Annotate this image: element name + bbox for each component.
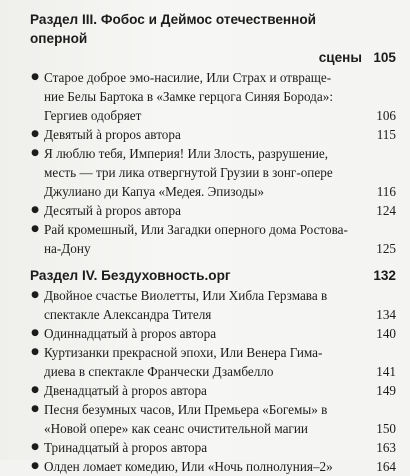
- entry-page-number: 125: [376, 241, 396, 256]
- entry-line: Песня безумных часов, Или Премьера «Богемы» в: [44, 402, 328, 417]
- bullet-icon: ●: [31, 347, 39, 357]
- toc-entry[interactable]: [30, 400, 396, 438]
- toc-entry[interactable]: [30, 220, 396, 258]
- toc-entry[interactable]: [30, 438, 396, 457]
- bullet-icon: ●: [31, 290, 39, 300]
- bullet-icon: ●: [31, 461, 39, 471]
- entry-line: «Новой опере» как сеанс очистительной магии: [44, 421, 308, 436]
- entry-line: Одиннадцатый à propos автора: [44, 326, 217, 341]
- bullet-icon: ●: [31, 148, 39, 158]
- bullet-icon: ●: [31, 224, 39, 234]
- toc-entry[interactable]: [30, 68, 396, 125]
- entry-page-number: 140: [376, 326, 396, 341]
- section-title-line2: сцены: [318, 50, 362, 65]
- entry-page-number: 115: [376, 127, 396, 142]
- section-3: [30, 10, 396, 258]
- toc-entry[interactable]: [30, 286, 396, 324]
- entry-line: ние Белы Бартока в «Замке герцога Синяя Борода»:: [44, 89, 333, 104]
- bullet-icon: ●: [31, 404, 39, 414]
- toc-entry[interactable]: [30, 381, 396, 400]
- entry-line: Двенадцатый à propos автора: [44, 383, 207, 398]
- entry-page-number: 116: [376, 184, 396, 199]
- section-title-line1: Раздел IV. Бездуховность.орг: [30, 268, 231, 283]
- entry-line: спектакле Александра Тителя: [44, 307, 212, 322]
- entry-line: Куртизанки прекрасной эпохи, Или Венера Гима-: [44, 345, 323, 360]
- entry-line: Старое доброе эмо-насилие, Или Страх и отвраще-: [44, 70, 332, 85]
- entry-line: диева в спектакле Франчески Дзамбелло: [44, 364, 274, 379]
- section-page-number: 132: [373, 268, 396, 283]
- section-4: [30, 266, 396, 476]
- section-page-number: 105: [373, 50, 396, 65]
- entry-line: Джулиано ди Капуа «Медея. Эпизоды»: [44, 184, 264, 199]
- entry-page-number: 164: [376, 459, 396, 474]
- entry-page-number: 134: [376, 307, 396, 322]
- entry-line: месть — три лика отвергнутой Грузии в зонг-опере: [44, 165, 333, 180]
- toc-entry[interactable]: [30, 144, 396, 201]
- bullet-icon: ●: [31, 328, 39, 338]
- bullet-icon: ●: [31, 385, 39, 395]
- entry-line: Я люблю тебя, Империя! Или Злость, разрушение,: [44, 146, 329, 161]
- entry-line: Рай кромешный, Или Загадки оперного дома Ростова-на-Дону: [44, 222, 348, 256]
- entry-page-number: 106: [376, 108, 396, 123]
- toc-entry[interactable]: [30, 201, 396, 220]
- section-title: [30, 10, 396, 67]
- entry-line: Девятый à propos автора: [44, 127, 181, 142]
- entry-line: Десятый à propos автора: [44, 203, 181, 218]
- bullet-icon: ●: [31, 205, 39, 215]
- section-title-line1: Раздел III. Фобос и Деймос отечественной оперной: [30, 12, 317, 46]
- bullet-icon: ●: [31, 129, 39, 139]
- entry-page-number: 163: [376, 440, 396, 455]
- toc-entry[interactable]: [30, 125, 396, 144]
- section-title: [30, 266, 396, 285]
- entry-page-number: 141: [376, 364, 396, 379]
- entry-line: Тринадцатый à propos автора: [44, 440, 208, 455]
- entry-page-number: 149: [376, 383, 396, 398]
- entry-line: Олден ломает комедию, Или «Ночь полнолуния–2»: [44, 459, 333, 474]
- entry-page-number: 150: [376, 421, 396, 436]
- entry-line: Гергиев одобряет: [44, 108, 142, 123]
- bullet-icon: ●: [31, 442, 39, 452]
- bullet-icon: ●: [31, 72, 39, 82]
- toc-entry[interactable]: [30, 324, 396, 343]
- entry-line: Двойное счастье Виолетты, Или Хибла Герзмава в: [44, 288, 328, 303]
- toc-entry[interactable]: [30, 343, 396, 381]
- entry-page-number: 124: [376, 203, 396, 218]
